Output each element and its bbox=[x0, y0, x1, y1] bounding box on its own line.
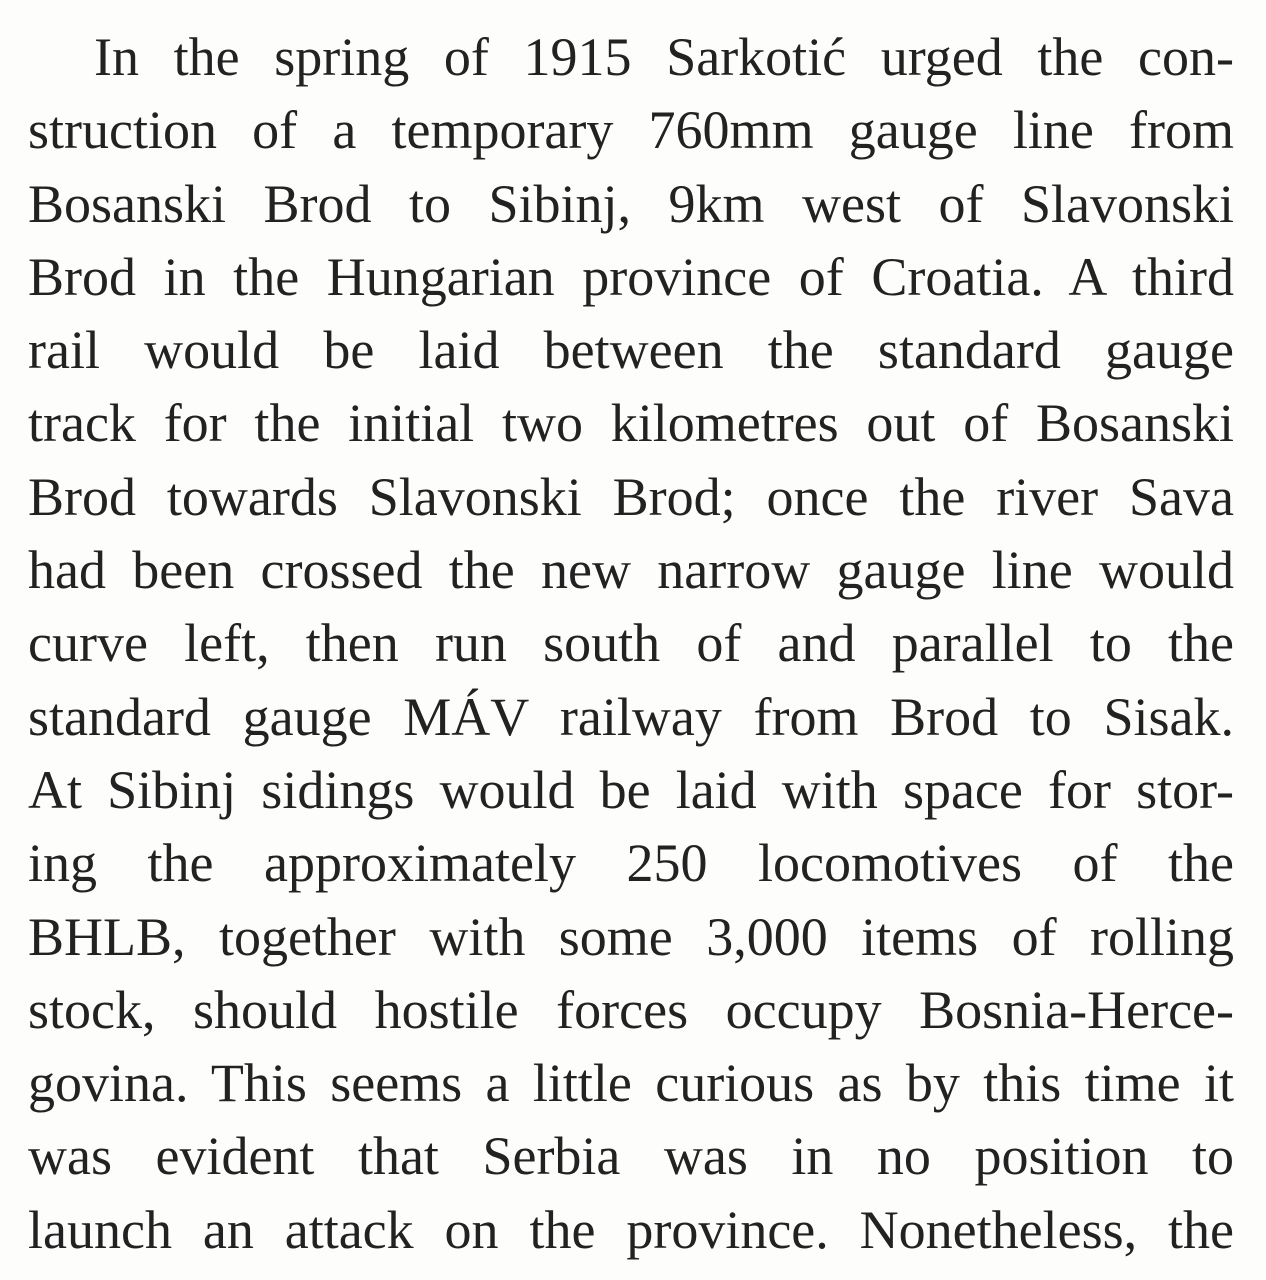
text-line-15: govina. This seems a little curious as by this time it bbox=[28, 1053, 1234, 1114]
text-line-11: At Sibinj sidings would be laid with space for stor- bbox=[28, 759, 1234, 820]
text-line-3: Bosanski Brod to Sibinj, 9km west of Slavonski bbox=[28, 173, 1234, 234]
text-line-17: launch an attack on the province. Nonetheless, the bbox=[28, 1199, 1234, 1260]
text-line-16: was evident that Serbia was in no position to bbox=[28, 1126, 1234, 1187]
text-line-5: rail would be laid between the standard gauge bbox=[28, 320, 1234, 381]
text-line-9: curve left, then run south of and parallel to the bbox=[28, 613, 1234, 674]
text-line-12: ing the approximately 250 locomotives of the bbox=[28, 833, 1234, 894]
text-line-4: Brod in the Hungarian province of Croatia. A third bbox=[28, 246, 1234, 307]
text-line-7: Brod towards Slavonski Brod; once the river Sava bbox=[28, 466, 1234, 527]
cropped-previous-line bbox=[30, 0, 1230, 8]
text-line-6: track for the initial two kilometres out of Bosanski bbox=[28, 393, 1234, 454]
text-line-8: had been crossed the new narrow gauge line would bbox=[28, 540, 1234, 601]
text-line-14: stock, should hostile forces occupy Bosnia-Herce- bbox=[28, 979, 1234, 1040]
text-line-2: struction of a temporary 760mm gauge line from bbox=[28, 100, 1234, 161]
text-line-1: In the spring of 1915 Sarkotić urged the con- bbox=[94, 27, 1234, 87]
body-paragraph bbox=[28, 21, 1234, 1267]
text-line-10: standard gauge MÁV railway from Brod to Sisak. bbox=[28, 686, 1234, 747]
text-line-13: BHLB, together with some 3,000 items of rolling bbox=[28, 906, 1234, 967]
